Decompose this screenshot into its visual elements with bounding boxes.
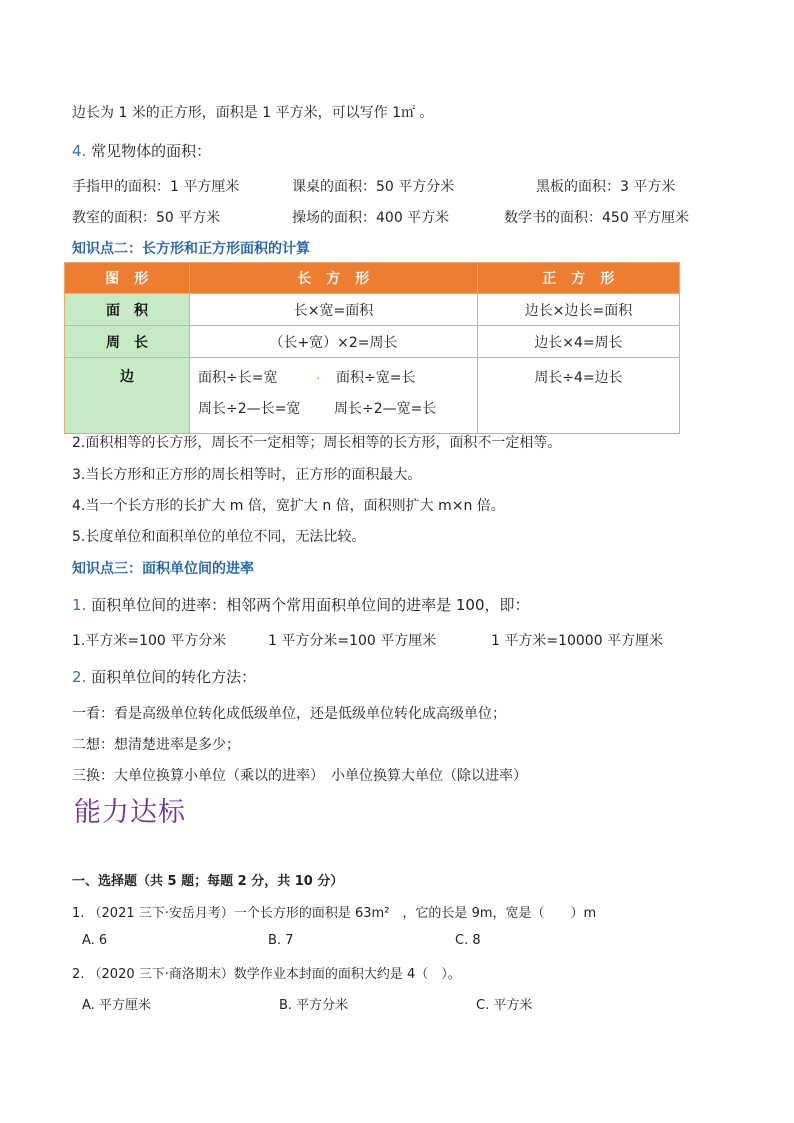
option-c[interactable]: C. 8 (455, 933, 481, 948)
table-cell: 长×宽=面积 (190, 294, 478, 326)
convert-step: 二想：想清楚进率是多少； (72, 737, 240, 753)
convert-title: 面积单位间的转化方法： (91, 668, 257, 686)
formula-text: 面积÷宽=长 (336, 370, 416, 386)
dot-mark: . (316, 367, 321, 383)
option-c[interactable]: C. 平方米 (476, 998, 533, 1013)
area-item: 教室的面积：50 平方米 (72, 210, 221, 226)
table-header: 正 方 形 (478, 263, 680, 294)
row-label: 边 (65, 358, 190, 434)
table-cell (190, 358, 478, 434)
formula-text: 周长÷2—宽=长 (334, 401, 437, 417)
row-label: 周 长 (65, 326, 190, 358)
intro-text: 边长为 1 米的正方形，面积是 1 平方米，可以写作 1㎡ 。 (72, 105, 434, 121)
rate-number: 1. (72, 596, 87, 614)
common-area-title: 常见物体的面积： (91, 142, 212, 160)
convert-number: 2. (72, 668, 87, 686)
note-line: 3.当长方形和正方形的周长相等时，正方形的面积最大。 (72, 467, 422, 483)
rate-equation: 1 平方米=10000 平方厘米 (491, 633, 664, 649)
formula-text: 面积÷长=宽 (198, 370, 278, 386)
convert-step: 三换：大单位换算小单位（乘以的进率） 小单位换算大单位（除以进率） (72, 768, 527, 784)
area-item: 黑板的面积：3 平方米 (536, 179, 676, 195)
note-line: 2.面积相等的长方形，周长不一定相等；周长相等的长方形，面积不一定相等。 (72, 435, 562, 451)
rate-text: 面积单位间的进率：相邻两个常用面积单位间的进率是 100，即： (91, 596, 530, 614)
table-cell: 边长×边长=面积 (478, 294, 680, 326)
area-item: 操场的面积：400 平方米 (292, 210, 450, 226)
convert-step: 一看：看是高级单位转化成低级单位，还是低级单位转化成高级单位； (72, 706, 506, 722)
option-b[interactable]: B. 7 (268, 933, 294, 948)
kp2-title: 知识点二：长方形和正方形面积的计算 (72, 241, 310, 257)
rate-equation: 1.平方米=100 平方分米 (72, 633, 227, 649)
area-item: 数学书的面积：450 平方厘米 (504, 210, 690, 226)
table-row (65, 358, 680, 434)
table-header: 图 形 (65, 263, 190, 294)
area-item: 课桌的面积：50 平方分米 (292, 179, 455, 195)
option-a[interactable]: A. 6 (82, 933, 108, 948)
kp3-title: 知识点三：面积单位间的进率 (72, 561, 254, 577)
rate-equation: 1 平方分米=100 平方厘米 (268, 633, 437, 649)
ability-title: 能力达标 (74, 797, 186, 828)
rate-heading (72, 594, 530, 615)
note-line: 5.长度单位和面积单位的单位不同，无法比较。 (72, 529, 366, 545)
formula-table (64, 262, 680, 434)
formula-text: 周长÷2—长=宽 (198, 401, 301, 417)
section-heading: 一、选择题（共 5 题；每题 2 分，共 10 分） (72, 874, 344, 889)
area-item: 手指甲的面积：1 平方厘米 (72, 179, 240, 195)
table-row (65, 326, 680, 358)
table-cell: （长+宽）×2=周长 (190, 326, 478, 358)
common-area-number: 4. (72, 142, 87, 160)
table-row (65, 294, 680, 326)
question-stem: 1. （2021 三下·安岳月考）一个长方形的面积是 63m² ，它的长是 9m，宽是（ ）m (72, 906, 597, 921)
question-stem: 2. （2020 三下·商洛期末）数学作业本封面的面积大约是 4（ ）。 (72, 967, 461, 982)
table-header: 长 方 形 (190, 263, 478, 294)
row-label: 面 积 (65, 294, 190, 326)
table-cell: 周长÷4=边长 (478, 358, 680, 434)
option-b[interactable]: B. 平方分米 (279, 998, 349, 1013)
common-area-heading (72, 140, 211, 161)
table-cell: 边长×4=周长 (478, 326, 680, 358)
note-line: 4.当一个长方形的长扩大 m 倍，宽扩大 n 倍，面积则扩大 m×n 倍。 (72, 498, 505, 514)
option-a[interactable]: A. 平方厘米 (82, 998, 151, 1013)
convert-heading (72, 666, 256, 687)
